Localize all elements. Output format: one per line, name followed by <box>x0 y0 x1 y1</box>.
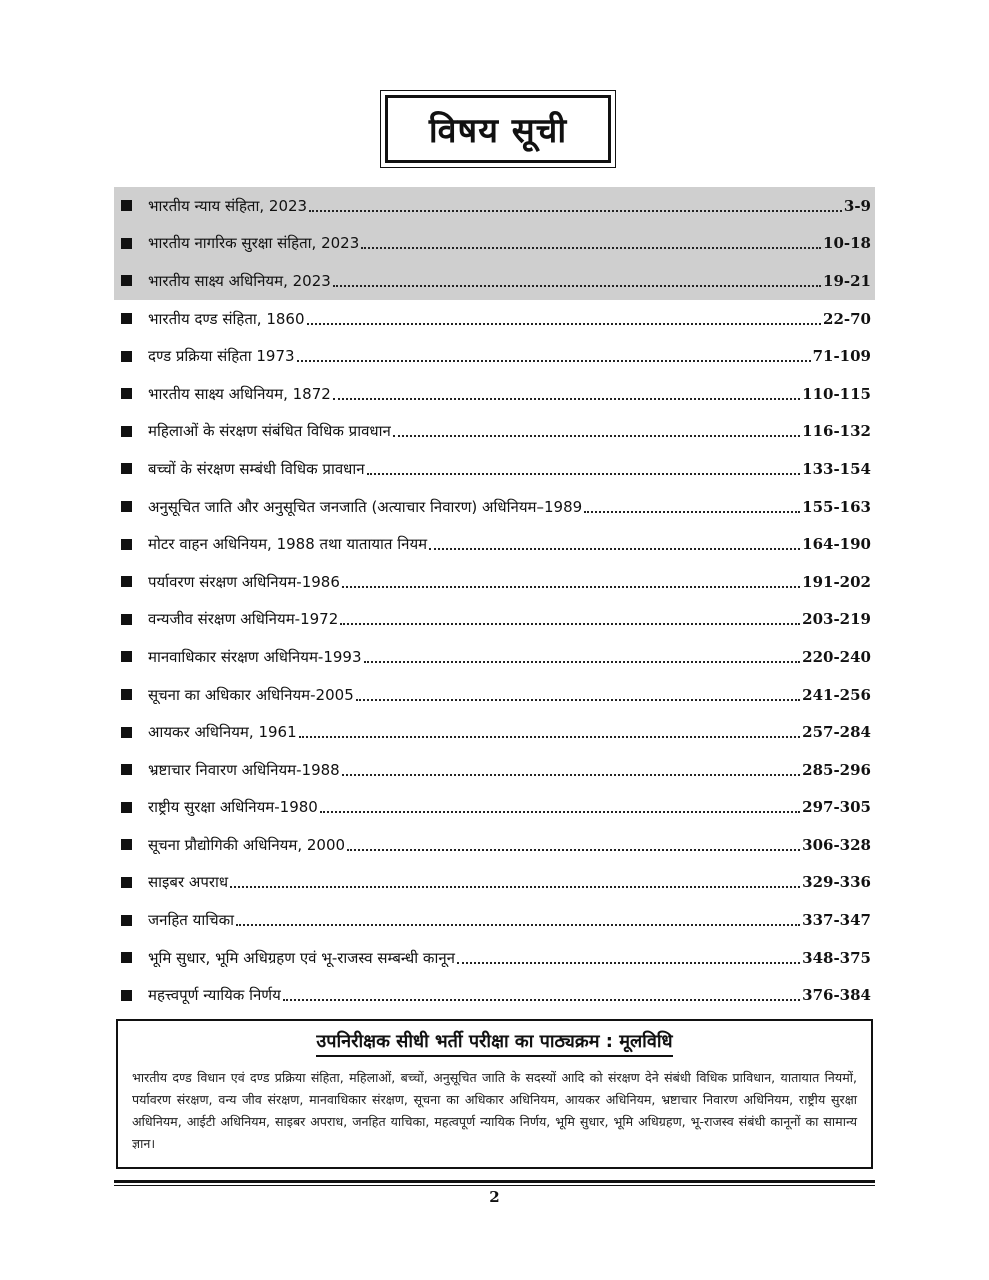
toc-entry-pages: 133-154 <box>802 459 871 478</box>
toc-entry <box>114 638 875 676</box>
toc-entry <box>114 262 875 300</box>
toc-entry-pages: 164-190 <box>802 535 871 554</box>
toc-entry-pages: 3-9 <box>843 196 871 215</box>
toc-entry-title: साइबर अपराध <box>148 873 229 892</box>
toc-entry-title: दण्ड प्रक्रिया संहिता 1973 <box>148 347 295 366</box>
toc-entry <box>114 187 875 225</box>
toc-entry-title: भारतीय न्याय संहिता, 2023 <box>148 196 308 215</box>
toc-entry-pages: 337-347 <box>802 911 871 930</box>
toc-entry <box>114 864 875 902</box>
toc-entry-title: अनुसूचित जाति और अनुसूचित जनजाति (अत्याचार निवारण) अधिनियम–1989 <box>148 497 583 516</box>
toc-entry-title: भारतीय साक्ष्य अधिनियम, 2023 <box>148 271 331 290</box>
toc-entry-pages: 220-240 <box>802 647 871 666</box>
toc-entry-title: मानवाधिकार संरक्षण अधिनियम-1993 <box>148 647 362 666</box>
square-bullet-icon <box>121 501 132 512</box>
dot-leader <box>342 774 800 776</box>
square-bullet-icon <box>121 952 132 963</box>
dot-leader <box>347 849 800 851</box>
toc-entry-title: बच्चों के संरक्षण सम्बंधी विधिक प्रावधान <box>148 459 365 478</box>
dot-leader <box>309 210 842 212</box>
toc-entry-pages: 110-115 <box>802 384 871 403</box>
toc-entry-pages: 257-284 <box>802 723 871 742</box>
footer-rule-thin <box>114 1185 875 1186</box>
toc-entry-pages: 329-336 <box>802 873 871 892</box>
toc-entry <box>114 976 875 1014</box>
square-bullet-icon <box>121 727 132 738</box>
toc-entry-pages: 203-219 <box>802 610 871 629</box>
square-bullet-icon <box>121 802 132 813</box>
toc-entry-pages: 306-328 <box>802 835 871 854</box>
toc-entry-title: भूमि सुधार, भूमि अधिग्रहण एवं भू-राजस्व सम्बन्धी कानून <box>148 948 455 967</box>
dot-leader <box>342 586 800 588</box>
page-title-box <box>385 95 611 163</box>
syllabus-heading-wrap <box>132 1029 857 1057</box>
square-bullet-icon <box>121 877 132 888</box>
square-bullet-icon <box>121 426 132 437</box>
square-bullet-icon <box>121 539 132 550</box>
toc-entry-title: वन्यजीव संरक्षण अधिनियम-1972 <box>148 610 339 629</box>
toc-entry-title: भारतीय साक्ष्य अधिनियम, 1872 <box>148 384 331 403</box>
dot-leader <box>320 811 800 813</box>
square-bullet-icon <box>121 463 132 474</box>
square-bullet-icon <box>121 351 132 362</box>
syllabus-body: भारतीय दण्ड विधान एवं दण्ड प्रक्रिया संहिता, महिलाओं, बच्चों, अनुसूचित जाति के सदस्यों आदि को संरक्षण देने संबंधी विधिक प्राविधान, यातायात नियमों, पर्यावरण संरक्षण, वन्य जीव संरक्षण, मानवाधिकार संरक्षण, सूचना का अधिकार अधिनियम, आयकर अधिनियम, भ्रष्टाचार निवारण अधिनियम, राष्ट्रीय सुरक्षा अधिनियम, आईटी अधिनियम, साइबर अपराध, जनहित याचिका, महत्वपूर्ण न्यायिक निर्णय, भूमि सुधार, भूमि अधिग्रहण, भू-राजस्व संबंधी कानूनों का सामान्य ज्ञान। <box>132 1070 857 1151</box>
toc-entry-pages: 191-202 <box>802 572 871 591</box>
toc-entry-title: मोटर वाहन अधिनियम, 1988 तथा यातायात नियम <box>148 535 428 554</box>
toc-entry-title: आयकर अधिनियम, 1961 <box>148 723 297 742</box>
toc-entry <box>114 939 875 977</box>
square-bullet-icon <box>121 990 132 1001</box>
toc-entry-pages: 348-375 <box>802 948 871 967</box>
toc-entry-pages: 285-296 <box>802 760 871 779</box>
dot-leader <box>230 886 800 888</box>
toc-entry-pages: 19-21 <box>823 271 871 290</box>
dot-leader <box>457 962 800 964</box>
toc-entry <box>114 563 875 601</box>
dot-leader <box>307 323 822 325</box>
toc-entry-pages: 71-109 <box>812 347 871 366</box>
toc-entry-pages: 241-256 <box>802 685 871 704</box>
toc-entry-title: सूचना प्रौद्योगिकी अधिनियम, 2000 <box>148 835 346 854</box>
dot-leader <box>584 511 800 513</box>
toc-entry-title: राष्ट्रीय सुरक्षा अधिनियम-1980 <box>148 798 318 817</box>
syllabus-box <box>116 1019 873 1169</box>
footer-rule-thick <box>114 1180 875 1183</box>
square-bullet-icon <box>121 651 132 662</box>
toc-entry <box>114 901 875 939</box>
dot-leader <box>236 924 800 926</box>
toc-entry-pages: 116-132 <box>802 422 871 441</box>
dot-leader <box>333 285 821 287</box>
dot-leader <box>393 435 800 437</box>
toc-entry-pages: 376-384 <box>802 986 871 1005</box>
toc-entry-title: जनहित याचिका <box>148 911 235 930</box>
toc-entry-pages: 10-18 <box>823 234 871 253</box>
toc-entry-title: महत्त्वपूर्ण न्यायिक निर्णय <box>148 986 281 1005</box>
toc-entry <box>114 337 875 375</box>
square-bullet-icon <box>121 388 132 399</box>
toc-entry <box>114 525 875 563</box>
toc-entry <box>114 450 875 488</box>
toc-entry-title: भारतीय नागरिक सुरक्षा संहिता, 2023 <box>148 234 360 253</box>
toc-entry-title: पर्यावरण संरक्षण अधिनियम-1986 <box>148 572 340 591</box>
page-number: 2 <box>489 1188 500 1206</box>
toc-entry <box>114 488 875 526</box>
dot-leader <box>333 398 800 400</box>
toc-entry <box>114 375 875 413</box>
toc-entry <box>114 413 875 451</box>
table-of-contents <box>114 187 875 1014</box>
square-bullet-icon <box>121 576 132 587</box>
square-bullet-icon <box>121 275 132 286</box>
toc-entry-title: भारतीय दण्ड संहिता, 1860 <box>148 309 305 328</box>
square-bullet-icon <box>121 915 132 926</box>
toc-entry-title: महिलाओं के संरक्षण संबंधित विधिक प्रावधान <box>148 422 391 441</box>
dot-leader <box>340 623 800 625</box>
toc-entry <box>114 225 875 263</box>
toc-entry <box>114 676 875 714</box>
dot-leader <box>283 999 800 1001</box>
toc-entry-pages: 297-305 <box>802 798 871 817</box>
dot-leader <box>297 360 811 362</box>
toc-entry <box>114 601 875 639</box>
square-bullet-icon <box>121 764 132 775</box>
dot-leader <box>299 736 801 738</box>
page-title: विषय सूची <box>428 111 568 151</box>
square-bullet-icon <box>121 238 132 249</box>
dot-leader <box>429 548 800 550</box>
toc-entry-title: भ्रष्टाचार निवारण अधिनियम-1988 <box>148 760 340 779</box>
square-bullet-icon <box>121 313 132 324</box>
toc-entry <box>114 300 875 338</box>
dot-leader <box>356 699 800 701</box>
toc-entry <box>114 713 875 751</box>
dot-leader <box>361 247 821 249</box>
square-bullet-icon <box>121 614 132 625</box>
square-bullet-icon <box>121 839 132 850</box>
dot-leader <box>364 661 801 663</box>
toc-entry <box>114 789 875 827</box>
square-bullet-icon <box>121 200 132 211</box>
toc-entry-pages: 22-70 <box>823 309 871 328</box>
toc-entry-title: सूचना का अधिकार अधिनियम-2005 <box>148 685 354 704</box>
dot-leader <box>367 473 801 475</box>
toc-entry-pages: 155-163 <box>802 497 871 516</box>
toc-entry <box>114 751 875 789</box>
toc-entry <box>114 826 875 864</box>
syllabus-heading: उपनिरीक्षक सीधी भर्ती परीक्षा का पाठ्यक्रम : मूलविधि <box>316 1029 672 1057</box>
square-bullet-icon <box>121 689 132 700</box>
